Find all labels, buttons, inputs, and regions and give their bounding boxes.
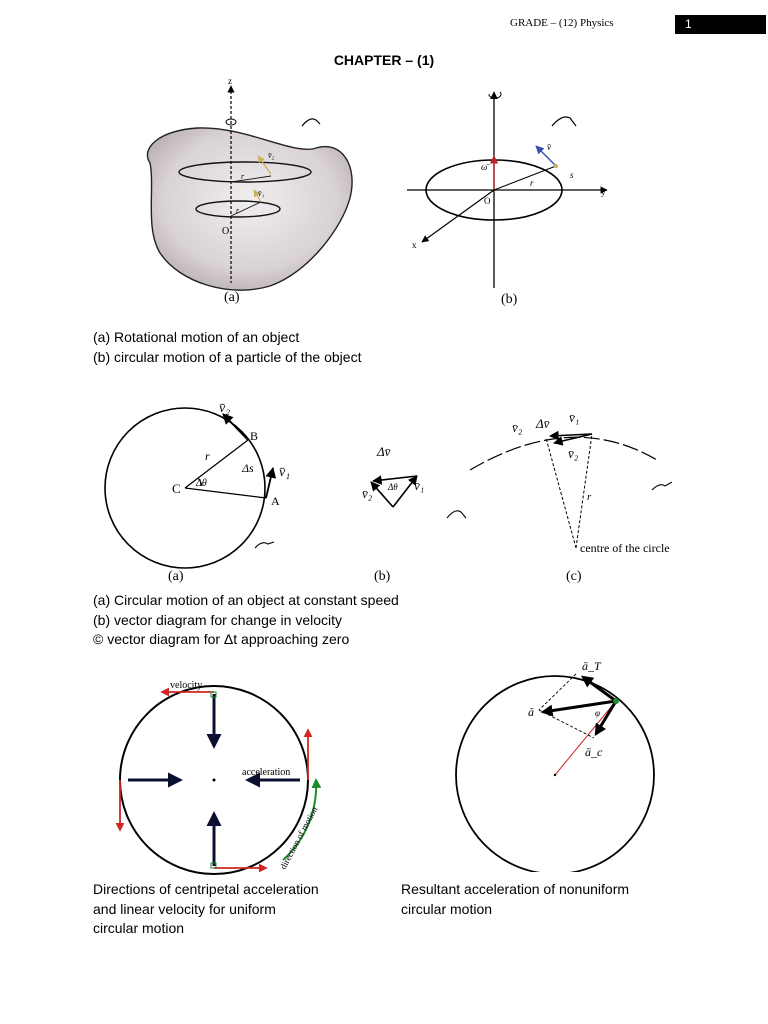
right-scan-mark — [552, 117, 576, 126]
fig2-sublabel-c: (c) — [566, 569, 582, 584]
radius-cb — [185, 440, 248, 488]
phi-label: φ — [595, 708, 600, 718]
center-label-c: centre of the circle — [580, 541, 670, 555]
left-origin-label: O — [222, 226, 230, 237]
v2-label-c-below: v̄₂ — [568, 446, 579, 461]
figure-circular-motion-vectors — [92, 390, 716, 588]
caption2-line-c: © vector diagram for Δt approaching zero — [93, 631, 350, 647]
right-r-label: r — [530, 178, 534, 188]
fig1-sublabel-b: (b) — [501, 292, 518, 307]
caption1-line-a: (a) Rotational motion of an object — [93, 329, 300, 345]
chapter-title: CHAPTER – (1) — [333, 52, 435, 68]
scan-mark-b — [447, 511, 466, 518]
radius-line — [555, 701, 616, 775]
dv-label-b: Δv̄ — [377, 444, 391, 459]
fig2-sublabel-a: (a) — [168, 569, 184, 584]
right-origin-label: O — [484, 196, 491, 206]
angle-label-b: Δθ — [388, 482, 398, 492]
right-x-label: x — [412, 240, 417, 250]
tangential-a-arrow — [583, 677, 616, 701]
right-rotation-icon — [489, 92, 501, 98]
a-resultant-label: ā — [528, 705, 534, 719]
caption4-line-1: Resultant acceleration of nonuniform — [401, 881, 630, 897]
resultant-a-arrow — [543, 701, 616, 712]
r2-label: r — [241, 172, 245, 181]
arc-c — [470, 437, 657, 470]
arc-label-a: Δs — [242, 461, 254, 475]
particle-point — [613, 698, 619, 704]
aT-label: ā_T — [582, 659, 601, 673]
velocity-label: velocity — [170, 680, 203, 691]
r1-label: r — [236, 206, 240, 215]
caption3-line-2: and linear velocity for uniform — [93, 900, 276, 917]
right-v-arrow — [536, 146, 556, 166]
angle-label-a: Δθ — [196, 478, 207, 489]
caption3-line-3: circular motion — [93, 920, 185, 936]
right-y-label: y — [601, 187, 606, 197]
acceleration-label: acceleration — [242, 767, 291, 778]
point-c-label: C — [172, 481, 181, 496]
rigid-body-blob — [147, 128, 352, 290]
direction-label: direction of motion — [277, 804, 320, 871]
dashed-line-top — [539, 674, 576, 710]
header-title: GRADE – (12) Physics — [510, 17, 614, 29]
page-number: 1 — [675, 15, 766, 34]
caption2-line-b: (b) vector diagram for change in velocity — [93, 611, 342, 628]
caption2-line-a: (a) Circular motion of an object at constant speed — [93, 592, 399, 608]
fig2-sublabel-b: (b) — [374, 569, 391, 584]
ac-label: ā_c — [585, 745, 603, 759]
point-a-label: A — [271, 494, 280, 508]
v2-label-a: v̄₂ — [219, 401, 231, 416]
right-s-label: s — [570, 170, 574, 180]
v1-label-a: v̄₁ — [279, 465, 291, 480]
z-axis-label: z — [228, 78, 232, 86]
v1-label-c: v̄₁ — [569, 410, 580, 425]
dv-vector-b — [373, 476, 417, 481]
caption1-line-b: (b) circular motion of a particle of the object — [93, 348, 362, 365]
point-b-label: B — [250, 429, 259, 443]
radius-ca — [185, 488, 266, 498]
particle-dot — [554, 164, 558, 168]
caption4-line-2: circular motion — [401, 900, 493, 917]
figure-rotational-motion — [120, 78, 647, 308]
caption-figure3 — [93, 880, 319, 939]
dashed-line-bottom — [539, 710, 594, 738]
figure-nonuniform-circular-motion — [450, 652, 660, 872]
v2-label-c-left: v̄₂ — [512, 420, 523, 435]
caption3-line-1: Directions of centripetal acceleration — [93, 881, 319, 897]
caption-figure4 — [401, 880, 629, 919]
scan-mark-c — [652, 482, 672, 490]
v2-label-b: v̄₂ — [362, 486, 373, 501]
v2-vector-a — [223, 414, 248, 440]
v1-label: v̄₁ — [258, 189, 265, 198]
circle-center-dot — [213, 779, 216, 782]
figure-uniform-circular-motion — [100, 672, 345, 877]
dv-label-c: Δv̄ — [536, 416, 550, 431]
caption-figure1 — [93, 328, 361, 367]
right-radius-line — [494, 166, 556, 190]
v2-label: v̄₂ — [268, 151, 275, 160]
v1-label-b: v̄₁ — [414, 478, 425, 493]
omega-label: ω̄ — [481, 162, 488, 172]
scan-mark-a — [255, 542, 274, 548]
center-dot — [554, 774, 556, 776]
fig1-sublabel-a: (a) — [224, 290, 240, 305]
radius-label-a: r — [205, 449, 210, 463]
caption-figure2 — [93, 591, 399, 650]
scan-mark — [302, 119, 320, 126]
right-v-label: v̄ — [547, 142, 551, 152]
radius-label-c: r — [587, 491, 592, 503]
